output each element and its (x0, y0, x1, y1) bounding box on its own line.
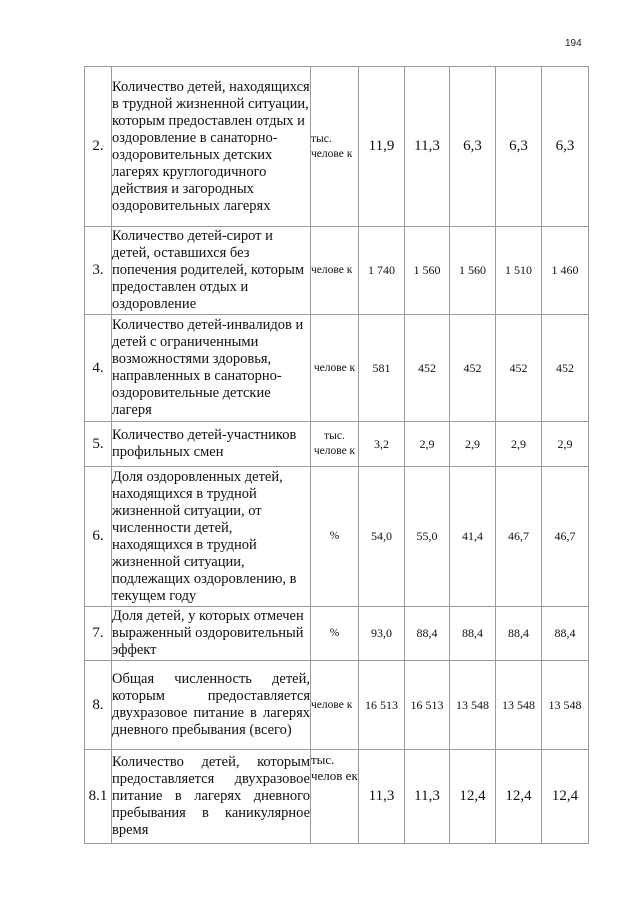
page-number: 194 (565, 38, 582, 49)
indicator-description: Количество детей, которым предоставляется двухразовое питание в лагерях дневного пребывания в каникулярное время (112, 750, 311, 844)
value-cell: 6,3 (496, 67, 542, 227)
table-row (85, 750, 589, 844)
value-cell: 452 (405, 315, 450, 422)
value-cell: 12,4 (542, 750, 589, 844)
value-cell: 6,3 (542, 67, 589, 227)
table-row (85, 67, 589, 227)
value-cell: 452 (450, 315, 496, 422)
unit-cell: челове к (311, 661, 359, 750)
value-cell: 452 (542, 315, 589, 422)
table-row (85, 607, 589, 661)
unit-cell: челове к (311, 315, 359, 422)
value-cell: 1 560 (405, 227, 450, 315)
value-cell: 6,3 (450, 67, 496, 227)
table-row (85, 661, 589, 750)
value-cell: 41,4 (450, 467, 496, 607)
unit-cell: % (311, 467, 359, 607)
value-cell: 2,9 (405, 422, 450, 467)
row-number: 5. (85, 422, 112, 467)
unit-cell: % (311, 607, 359, 661)
row-number: 6. (85, 467, 112, 607)
value-cell: 1 560 (450, 227, 496, 315)
value-cell: 11,3 (359, 750, 405, 844)
value-cell: 16 513 (405, 661, 450, 750)
unit-cell: челове к (311, 227, 359, 315)
value-cell: 452 (496, 315, 542, 422)
value-cell: 55,0 (405, 467, 450, 607)
value-cell: 13 548 (496, 661, 542, 750)
value-cell: 88,4 (405, 607, 450, 661)
row-number: 8.1 (85, 750, 112, 844)
row-number: 8. (85, 661, 112, 750)
value-cell: 12,4 (496, 750, 542, 844)
unit-cell: тыс. челов ек (311, 750, 359, 844)
table-row (85, 227, 589, 315)
indicator-description: Общая численность детей, которым предоставляется двухразовое питание в лагерях дневного пребывания (всего) (112, 661, 311, 750)
value-cell: 1 740 (359, 227, 405, 315)
value-cell: 16 513 (359, 661, 405, 750)
value-cell: 2,9 (496, 422, 542, 467)
indicator-description: Количество детей-участников профильных смен (112, 422, 311, 467)
indicator-description: Количество детей, находящихся в трудной жизненной ситуации, которым предоставлен отдых и оздоровление в санаторно-оздоровительных детских лагерях круглогодичного действия и загородных оздоровительных лагерях (112, 67, 311, 227)
indicator-description: Количество детей-инвалидов и детей с ограниченными возможностями здоровья, направленных в санаторно-оздоровительные детские лагеря (112, 315, 311, 422)
value-cell: 54,0 (359, 467, 405, 607)
value-cell: 88,4 (450, 607, 496, 661)
table-row (85, 467, 589, 607)
value-cell: 11,9 (359, 67, 405, 227)
unit-cell: тыс. челове к (311, 422, 359, 467)
value-cell: 13 548 (450, 661, 496, 750)
indicator-description: Доля детей, у которых отмечен выраженный оздоровительный эффект (112, 607, 311, 661)
value-cell: 93,0 (359, 607, 405, 661)
value-cell: 2,9 (450, 422, 496, 467)
value-cell: 11,3 (405, 67, 450, 227)
row-number: 2. (85, 67, 112, 227)
value-cell: 13 548 (542, 661, 589, 750)
value-cell: 11,3 (405, 750, 450, 844)
value-cell: 3,2 (359, 422, 405, 467)
value-cell: 1 460 (542, 227, 589, 315)
value-cell: 2,9 (542, 422, 589, 467)
unit-cell: тыс. челове к (311, 67, 359, 227)
row-number: 4. (85, 315, 112, 422)
value-cell: 12,4 (450, 750, 496, 844)
value-cell: 88,4 (496, 607, 542, 661)
value-cell: 1 510 (496, 227, 542, 315)
value-cell: 88,4 (542, 607, 589, 661)
indicator-description: Доля оздоровленных детей, находящихся в трудной жизненной ситуации, от численности детей, находящихся в трудной жизненной ситуации, подлежащих оздоровлению, в текущем году (112, 467, 311, 607)
indicators-table (84, 66, 589, 844)
value-cell: 46,7 (542, 467, 589, 607)
value-cell: 46,7 (496, 467, 542, 607)
row-number: 7. (85, 607, 112, 661)
value-cell: 581 (359, 315, 405, 422)
table-row (85, 315, 589, 422)
table-row (85, 422, 589, 467)
indicator-description: Количество детей-сирот и детей, оставшихся без попечения родителей, которым предоставлен отдых и оздоровление (112, 227, 311, 315)
row-number: 3. (85, 227, 112, 315)
